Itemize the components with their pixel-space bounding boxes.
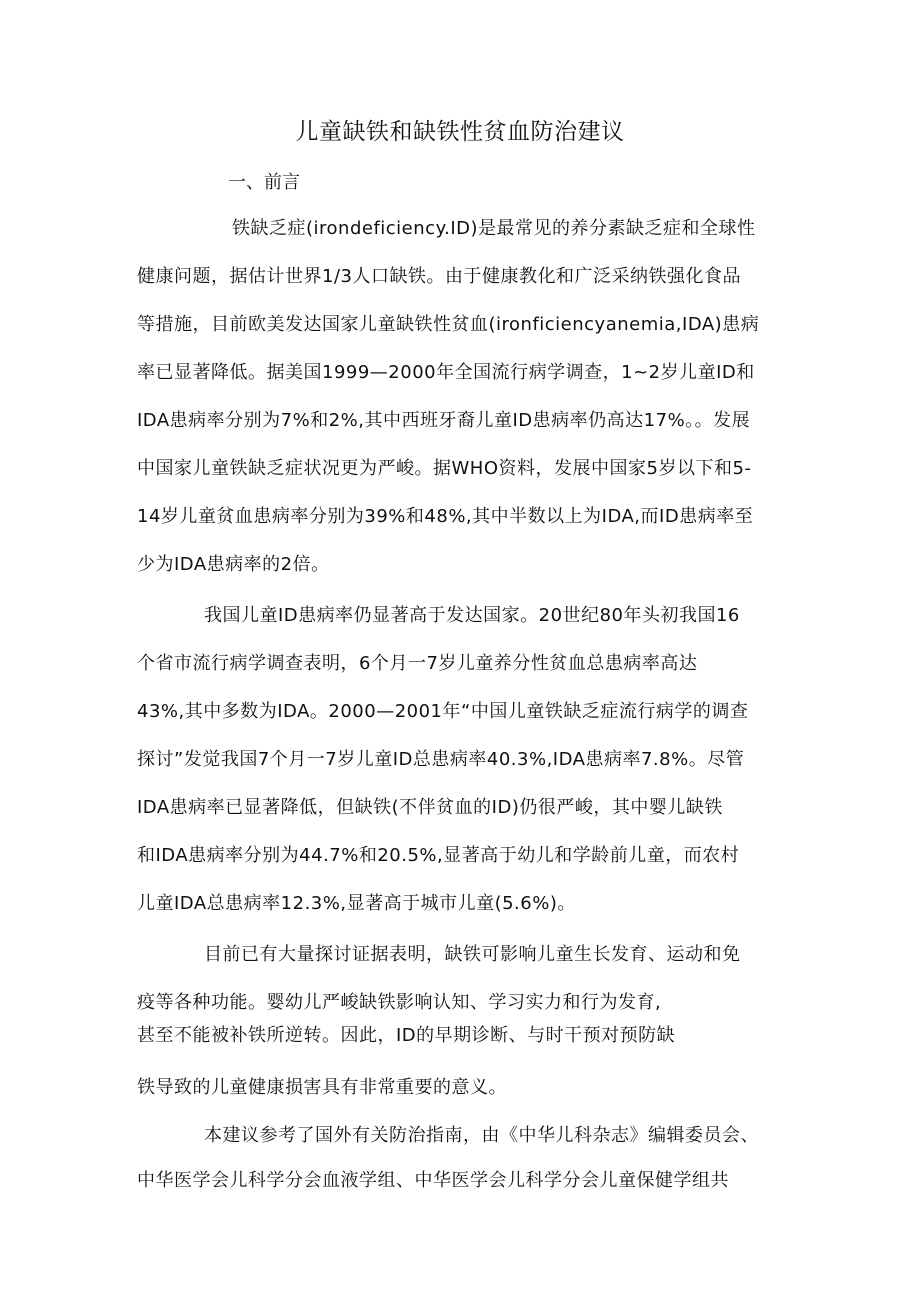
paragraph-2-line-5: IDA患病率已显著降低，但缺铁(不伴贫血的ID)仍很严峻，其中婴儿缺铁 [137,797,723,818]
paragraph-2-line-1: 我国儿童ID患病率仍显著高于发达国家。20世纪80年头初我国16 [204,605,740,626]
paragraph-3-line-2: 疫等各种功能。婴幼儿严峻缺铁影响认知、学习实力和行为发育, [137,992,662,1013]
paragraph-1-line-6: 中国家儿童铁缺乏症状况更为严峻。据WHO资料，发展中国家5岁以下和5- [137,458,752,479]
paragraph-2-line-2: 个省市流行病学调查表明，6个月一7岁儿童养分性贫血总患病率高达 [137,653,698,674]
paragraph-1-line-5: IDA患病率分别为7%和2%,其中西班牙裔儿童ID患病率仍高达17%。。发展 [137,410,751,431]
paragraph-4-line-1: 本建议参考了国外有关防治指南，由《中华儿科杂志》编辑委员会、 [204,1125,759,1146]
paragraph-1-line-8: 少为IDA患病率的2倍。 [137,554,330,575]
paragraph-3-line-4: 铁导致的儿童健康损害具有非常重要的意义。 [137,1077,507,1098]
paragraph-1-line-3: 等措施，目前欧美发达国家儿童缺铁性贫血(ironficiencyanemia,IDA)患病 [137,314,760,335]
paragraph-1-line-1: 铁缺乏症(irondeficiency.ID)是最常见的养分素缺乏症和全球性 [232,218,756,239]
paragraph-1-line-7: 14岁儿童贫血患病率分别为39%和48%,其中半数以上为IDA,而ID患病率至 [137,506,754,527]
section-heading: 一、前言 [228,172,300,193]
paragraph-2-line-4: 探讨”发觉我国7个月一7岁儿童ID总患病率40.3%,IDA患病率7.8%。尽管 [137,749,745,770]
paragraph-3-line-1: 目前已有大量探讨证据表明，缺铁可影响儿童生长发育、运动和免 [204,944,741,965]
paragraph-2-line-3: 43%,其中多数为IDA。2000—2001年“中国儿童铁缺乏症流行病学的调查 [137,701,749,722]
paragraph-1-line-4: 率已显著降低。据美国1999—2000年全国流行病学调查，1~2岁儿童ID和 [137,362,755,383]
document-title: 儿童缺铁和缺铁性贫血防治建议 [295,119,625,145]
paragraph-1-line-2: 健康问题，据估计世界1/3人口缺铁。由于健康教化和广泛采纳铁强化食品 [137,266,741,287]
paragraph-4-line-2: 中华医学会儿科学分会血液学组、中华医学会儿科学分会儿童保健学组共 [137,1170,729,1191]
paragraph-3-line-3: 甚至不能被补铁所逆转。因此，ID的早期诊断、与时干预对预防缺 [137,1025,676,1046]
paragraph-2-line-7: 儿童IDA总患病率12.3%,显著高于城市儿童(5.6%)。 [137,893,576,914]
paragraph-2-line-6: 和IDA患病率分别为44.7%和20.5%,显著高于幼儿和学龄前儿童，而农村 [137,845,740,866]
